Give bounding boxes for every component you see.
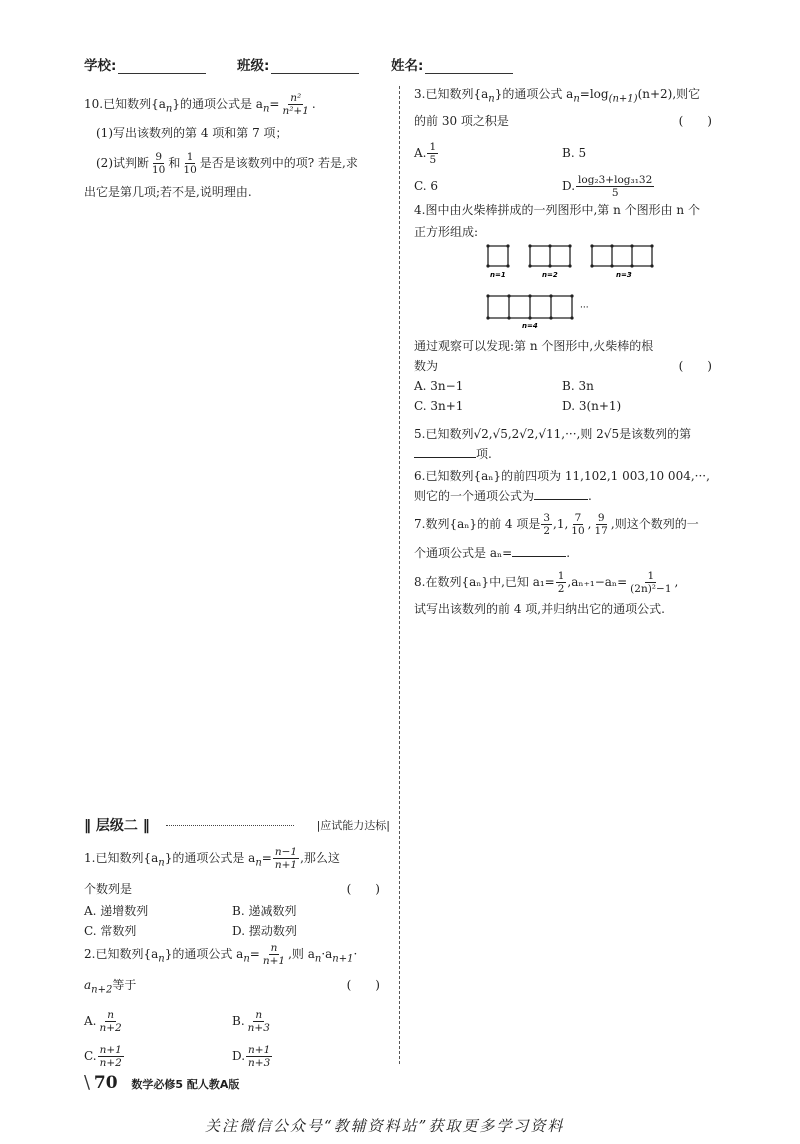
q4-line2: 正方形组成:: [414, 225, 479, 239]
question-4-cont: [414, 336, 720, 416]
level-title: 层级二: [95, 818, 138, 834]
q3-option-a[interactable]: A. $\frac{1}{5}$: [414, 141, 437, 167]
figure-label-n2: n=2: [542, 271, 558, 279]
name-field: [391, 54, 513, 74]
q7-line2: 个通项公式是 aₙ= .: [414, 546, 571, 560]
watermark-note: 关注微信公众号“教辅资料站”获取更多学习资料: [205, 1117, 565, 1135]
q8-line1: 8.在数列{aₙ}中,已知 a₁= $\frac{1}{2}$ ,aₙ₊₁−aₙ= $\frac{1}{\text{(2n)²−1}}$ ,: [414, 570, 679, 595]
q1-options-row1: [84, 901, 390, 921]
q3-options-row2: [414, 174, 720, 199]
q4-options-row1: [414, 376, 720, 396]
q4-option-c[interactable]: C. 3n+1: [414, 399, 464, 413]
q4-line4: 数为 ( ): [414, 356, 720, 376]
book-title: 数学必修5 配人教A版: [131, 1078, 240, 1091]
q2-option-c[interactable]: C. $\frac{n+1}{n+2}$: [84, 1043, 122, 1069]
question-8: [414, 570, 734, 619]
q2-option-a[interactable]: A. $\frac{n}{n+2}$: [84, 1008, 122, 1034]
q4-option-d[interactable]: D. 3(n+1): [562, 399, 622, 413]
q2-answer-paren[interactable]: ( ): [346, 978, 380, 993]
q4-answer-paren[interactable]: ( ): [678, 359, 712, 373]
q3-option-d[interactable]: D. $\frac{\text{log₂3+log₃₁32}}{5}$: [562, 174, 653, 200]
page-number: 70: [93, 1073, 118, 1093]
q4-option-a[interactable]: A. 3n−1: [414, 379, 464, 393]
q1-option-a[interactable]: A. 递增数列: [84, 904, 149, 919]
class-label: 班级:: [237, 58, 270, 74]
question-1: [84, 846, 390, 941]
q5-answer-blank[interactable]: [414, 445, 476, 458]
name-label: 姓名:: [391, 58, 424, 74]
q10-fraction: $\frac{\text{n²}}{\text{n²+1}}$: [282, 92, 309, 117]
q2-options-row2: [84, 1044, 390, 1069]
q5-line2: 项.: [414, 444, 724, 464]
q6-line1: 6.已知数列{aₙ}的前四项为 11,102,1 003,10 004,···,: [414, 469, 710, 483]
q3-options-row1: [414, 141, 720, 166]
matchstick-figure: [480, 244, 670, 330]
figure-n2: [528, 244, 571, 267]
question-2: [84, 942, 390, 1069]
class-field: [237, 54, 359, 74]
school-field: [84, 54, 206, 74]
figure-n1: [486, 244, 509, 267]
q1-line2: 个数列是 ( ): [84, 879, 390, 899]
q4-line3: 通过观察可以发现:第 n 个图形中,火柴棒的根: [414, 339, 654, 353]
q3-option-c[interactable]: C. 6: [414, 179, 439, 194]
footer-slash: \: [84, 1072, 91, 1093]
q10-part2: (2)试判断 $\frac{9}{10}$ 和 $\frac{1}{10}$ 是否是该数列中的项? 若是,求: [96, 151, 358, 177]
q3-stem: 3.已知数列$\{a_n\}$的通项公式 $a_n=\log_{(n+1)}(n+2)$,则它: [414, 87, 701, 105]
q4-line1: 4.图中由火柴棒拼成的一列图形中,第 n 个图形由 n 个: [414, 203, 700, 217]
q2-option-b[interactable]: B. $\frac{n}{n+3}$: [232, 1008, 270, 1034]
level-tag: |应试能力达标|: [316, 819, 390, 832]
q2-stem: 2.已知数列$\{a_n\}$的通项公式 $a_n=$ $\frac{n}{n+1}$ ,则 $a_n\cdot a_{n+1}\cdot$: [84, 942, 358, 967]
q2-options-row1: [84, 1009, 390, 1034]
q10-part2-cont: 出它是第几项;若不是,说明理由.: [84, 185, 252, 200]
q1-answer-paren[interactable]: ( ): [346, 882, 380, 897]
question-7: [414, 512, 724, 563]
q7-answer-blank[interactable]: [512, 544, 566, 557]
question-4: [414, 200, 720, 242]
q6-answer-blank[interactable]: [534, 487, 588, 500]
q2-option-d[interactable]: D. $\frac{n+1}{n+3}$: [232, 1043, 271, 1069]
q1-option-c[interactable]: C. 常数列: [84, 924, 137, 939]
level-banner: ‖ 层级二 ‖ |应试能力达标|: [84, 818, 390, 834]
question-5: [414, 424, 724, 464]
question-6: [414, 466, 726, 506]
q1-options-row2: [84, 921, 390, 941]
q10-stem: 10.已知数列$\{a_n\}$的通项公式是 $a_n=$ $\frac{\text{n²}}{\text{n²+1}}$ .: [84, 92, 316, 117]
q4-option-b[interactable]: B. 3n: [562, 379, 594, 393]
name-blank[interactable]: [425, 59, 513, 74]
figure-ellipsis: ···: [580, 303, 589, 313]
column-divider: [399, 86, 400, 1064]
q5-line1: 5.已知数列√2,√5,2√2,√11,···,则 2√5是该数列的第: [414, 427, 692, 441]
class-blank[interactable]: [271, 59, 359, 74]
figure-label-n1: n=1: [490, 271, 506, 279]
q8-line2: 试写出该数列的前 4 项,并归纳出它的通项公式.: [414, 602, 665, 616]
q6-line2: 则它的一个通项公式为 .: [414, 489, 592, 503]
figure-n3: [590, 244, 653, 267]
q3-line2: 的前 30 项之积是 ( ): [414, 111, 720, 131]
q1-option-d[interactable]: D. 摆动数列: [232, 924, 297, 939]
q1-stem: 1.已知数列$\{a_n\}$的通项公式是 $a_n=$ $\frac{n-1}{n+1}$ ,那么这: [84, 846, 340, 871]
figure-label-n4: n=4: [522, 322, 538, 330]
q1-option-b[interactable]: B. 递减数列: [232, 904, 297, 919]
footer: [84, 1072, 239, 1093]
q2-line2: $a_{n+2}$等于 ( ): [84, 975, 390, 1000]
question-3: [414, 84, 720, 199]
school-blank[interactable]: [118, 59, 206, 74]
q7-line1: 7.数列{aₙ}的前 4 项是 $\frac{3}{2}$ ,1, $\frac{7}{10}$ , $\frac{9}{17}$ ,则这个数列的一: [414, 512, 699, 537]
question-10: [84, 92, 390, 202]
q10-part1: (1)写出该数列的第 4 项和第 7 项；: [96, 126, 288, 141]
figure-label-n3: n=3: [616, 271, 632, 279]
q3-option-b[interactable]: B. 5: [562, 146, 587, 161]
figure-n4: [486, 294, 573, 319]
q3-answer-paren[interactable]: ( ): [678, 114, 712, 129]
school-label: 学校:: [84, 58, 117, 74]
level-dotted-line: [166, 825, 294, 826]
q4-options-row2: [414, 396, 720, 416]
